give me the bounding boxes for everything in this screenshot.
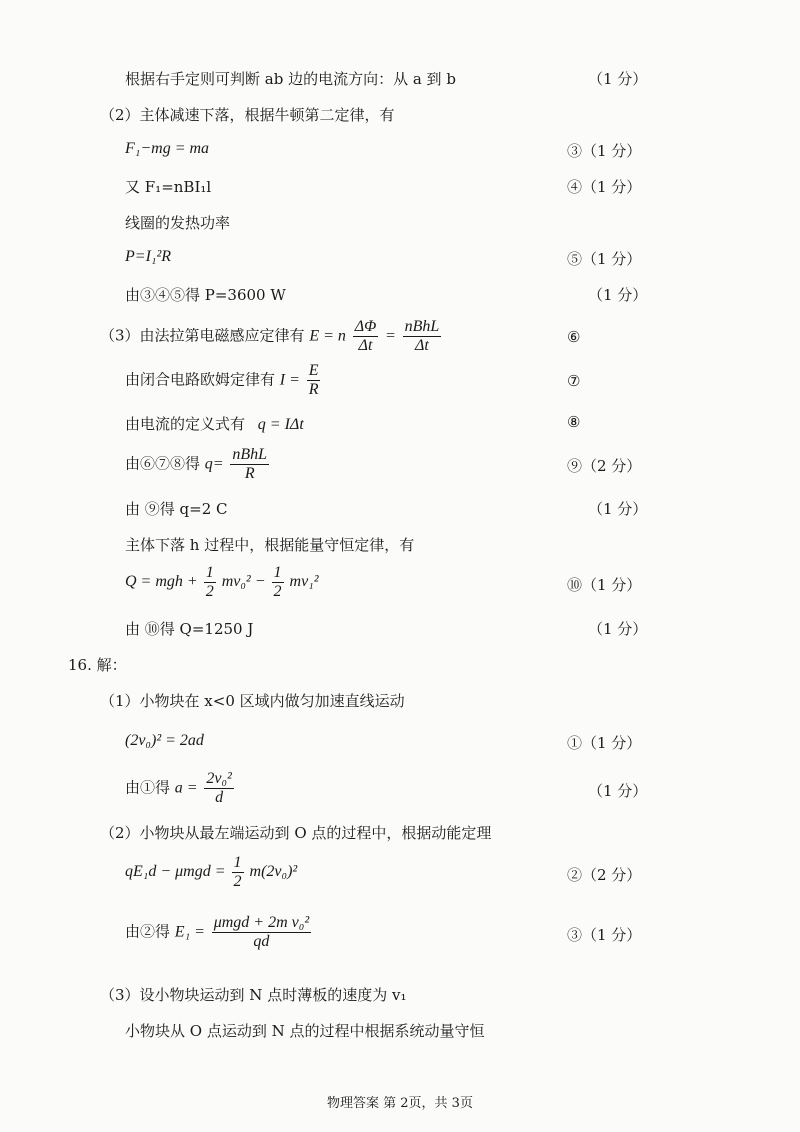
score-mark: ⑩（1 分） bbox=[567, 576, 642, 594]
equation-number: ⑧ bbox=[567, 413, 581, 431]
numerator: 1 bbox=[205, 564, 214, 581]
field-result-label: 由②得 bbox=[125, 922, 171, 941]
ohm-law-line bbox=[125, 362, 322, 399]
score-mark: ④（1 分） bbox=[567, 178, 642, 196]
equation-kinematics: (2v₀)² = 2ad bbox=[125, 732, 204, 749]
denominator: Δt bbox=[415, 337, 429, 354]
question-16-heading: 16. 解： bbox=[68, 656, 127, 674]
fraction bbox=[272, 564, 284, 601]
result-charge: 由 ⑨得 q=2 C bbox=[125, 500, 228, 518]
equation-ampere-force: 又 F₁=nBI₁l bbox=[125, 178, 212, 196]
score-mark: （1 分） bbox=[588, 782, 648, 800]
equation-energy bbox=[125, 564, 319, 601]
field-result-line bbox=[125, 914, 313, 951]
fraction bbox=[353, 318, 379, 355]
charge-label: 由电流的定义式有 bbox=[125, 415, 246, 433]
score-mark: （1 分） bbox=[588, 286, 648, 304]
denominator: R bbox=[244, 465, 255, 482]
charge-equation: q = IΔt bbox=[257, 416, 304, 433]
result-power: 由③④⑤得 P=3600 W bbox=[125, 286, 286, 304]
subquestion-2-heading: （2）主体减速下落，根据牛顿第二定律，有 bbox=[100, 106, 395, 124]
denominator: 2 bbox=[273, 583, 282, 600]
fraction bbox=[204, 770, 233, 807]
numerator: ΔΦ bbox=[354, 318, 377, 335]
charge-definition-line bbox=[125, 413, 304, 434]
page-footer: 物理答案 第 2页，共 3页 bbox=[327, 1096, 473, 1111]
charge-result-line bbox=[125, 446, 271, 483]
equation-work-energy bbox=[125, 854, 297, 891]
energy-part: mv₀² − bbox=[221, 573, 266, 591]
acceleration-label: 由①得 bbox=[125, 778, 171, 797]
score-mark: ⑤（1 分） bbox=[567, 250, 642, 268]
numerator: nBhL bbox=[404, 318, 440, 335]
fraction bbox=[230, 446, 269, 483]
ohm-label: 由闭合电路欧姆定律有 bbox=[125, 370, 276, 389]
work-energy-lhs: qE₁d − μmgd = bbox=[125, 863, 226, 881]
numerator: μmgd + 2m v₀² bbox=[213, 914, 310, 931]
equation-newton: F₁−mg = ma bbox=[125, 140, 210, 157]
text-energy-conservation: 主体下落 h 过程中，根据能量守恒定律，有 bbox=[125, 536, 415, 554]
equation-number: ⑦ bbox=[567, 372, 581, 390]
fraction bbox=[403, 318, 442, 355]
text-heat-power: 线圈的发热功率 bbox=[125, 214, 231, 232]
score-mark: ⑨（2 分） bbox=[567, 457, 642, 475]
energy-part: Q = mgh + bbox=[125, 573, 198, 591]
denominator: 2 bbox=[233, 873, 242, 890]
faraday-lhs: E = n bbox=[309, 327, 346, 345]
subquestion-3b-heading: （3）设小物块运动到 N 点时薄板的速度为 v₁ bbox=[100, 986, 407, 1004]
fraction bbox=[204, 564, 216, 601]
fraction bbox=[307, 362, 321, 399]
faraday-label: （3）由法拉第电磁感应定律有 bbox=[100, 326, 305, 345]
work-energy-rhs: m(2v₀)² bbox=[249, 863, 298, 881]
score-mark: ③（1 分） bbox=[567, 926, 642, 944]
equation-number: ⑥ bbox=[567, 328, 581, 346]
numerator: 2v₀² bbox=[206, 770, 232, 787]
result-heat: 由 ⑩得 Q=1250 J bbox=[125, 620, 254, 638]
a-lhs: a = bbox=[174, 779, 198, 797]
numerator: nBhL bbox=[232, 446, 268, 463]
equals: = bbox=[385, 327, 396, 345]
e1-lhs: E₁ = bbox=[174, 923, 205, 941]
score-mark: （1 分） bbox=[588, 70, 648, 88]
score-mark: ②（2 分） bbox=[567, 866, 642, 884]
line-current-direction: 根据右手定则可判断 ab 边的电流方向：从 a 到 b bbox=[125, 70, 456, 88]
denominator: qd bbox=[253, 933, 270, 950]
denominator: R bbox=[308, 381, 319, 398]
subquestion-2b-heading: （2）小物块从最左端运动到 O 点的过程中，根据动能定理 bbox=[100, 824, 492, 842]
denominator: 2 bbox=[205, 583, 214, 600]
numerator: 1 bbox=[273, 564, 282, 581]
energy-part: mv₁² bbox=[289, 573, 319, 591]
text-momentum: 小物块从 O 点运动到 N 点的过程中根据系统动量守恒 bbox=[125, 1022, 485, 1040]
ohm-lhs: I = bbox=[279, 371, 300, 389]
fraction bbox=[212, 914, 311, 951]
denominator: Δt bbox=[358, 337, 373, 354]
q-lhs: q= bbox=[204, 455, 224, 473]
score-mark: ③（1 分） bbox=[567, 142, 642, 160]
score-mark: （1 分） bbox=[588, 500, 648, 518]
score-mark: ①（1 分） bbox=[567, 734, 642, 752]
denominator: d bbox=[215, 789, 224, 806]
acceleration-result-line bbox=[125, 770, 236, 807]
fraction bbox=[232, 854, 244, 891]
score-mark: （1 分） bbox=[588, 620, 648, 638]
equation-power: P=I₁²R bbox=[125, 248, 172, 265]
numerator: E bbox=[308, 362, 319, 379]
numerator: 1 bbox=[233, 854, 242, 871]
subquestion-3-faraday bbox=[100, 318, 443, 355]
subquestion-1-heading: （1）小物块在 x<0 区域内做匀加速直线运动 bbox=[100, 692, 405, 710]
charge-result-label: 由⑥⑦⑧得 bbox=[125, 454, 201, 473]
